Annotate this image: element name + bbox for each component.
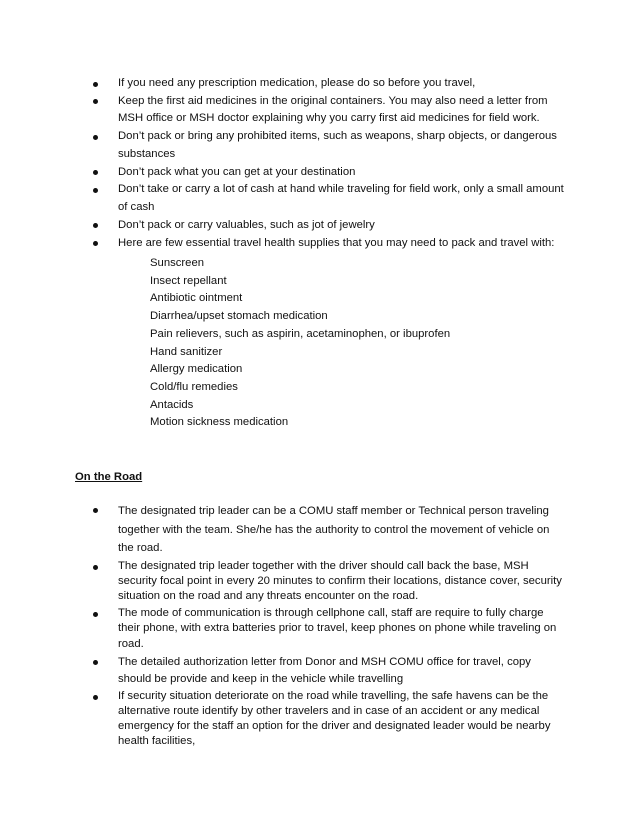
supply-item: Pain relievers, such as aspirin, acetaminophen, or ibuprofen	[150, 327, 451, 340]
list-item: Don’t pack or bring any prohibited items, such as weapons, sharp objects, or dangerous substances	[93, 128, 573, 163]
supply-item: Motion sickness medication	[150, 416, 289, 429]
list-item: Don’t take or carry a lot of cash at hand while traveling for field work, only a small amount of cash	[93, 181, 573, 216]
supply-item: Diarrhea/upset stomach medication	[150, 310, 328, 323]
health-supplies-list	[150, 255, 450, 432]
list-item: If security situation deteriorate on the road while travelling, the safe havens can be the alternative route identify by other travelers and in case of an accident or any medical emergency for the staff an option for the driver and designated leader would be nearby health facilities,	[93, 689, 563, 750]
supply-item: Hand sanitizer	[150, 345, 223, 358]
supply-item: Cold/flu remedies	[150, 380, 238, 393]
supply-item: Allergy medication	[150, 363, 243, 376]
supply-item: Insect repellant	[150, 274, 227, 287]
travel-tips-list	[93, 75, 573, 253]
list-item: Keep the first aid medicines in the original containers. You may also need a letter from MSH office or MSH doctor explaining why you carry first aid medicines for field work.	[93, 93, 573, 128]
list-item: The mode of communication is through cellphone call, staff are require to fully charge their phone, with extra batteries prior to travel, keep phones on phone while traveling on road.	[93, 606, 563, 652]
list-item: The designated trip leader can be a COMU staff member or Technical person traveling together with the team. She/he has the authority to control the movement of vehicle on the road.	[93, 502, 563, 558]
list-item: Don’t pack or carry valuables, such as jot of jewelry	[93, 217, 573, 234]
supply-item: Sunscreen	[150, 257, 205, 269]
on-the-road-list	[93, 502, 563, 752]
supply-item: Antibiotic ointment	[150, 292, 243, 305]
supply-item: Antacids	[150, 398, 194, 411]
list-item: Here are few essential travel health supplies that you may need to pack and travel with:	[93, 235, 573, 252]
section-heading: On the Road	[75, 471, 143, 483]
list-item: The designated trip leader together with the driver should call back the base, MSH security focal point in every 20 minutes to confirm their locations, distance cover, security situation on the road and any threats encounter on the road.	[93, 559, 563, 605]
list-item: The detailed authorization letter from Donor and MSH COMU office for travel, copy should be provide and keep in the vehicle while travelling	[93, 654, 563, 688]
list-item: Don’t pack what you can get at your destination	[93, 164, 573, 181]
list-item: If you need any prescription medication, please do so before you travel,	[93, 75, 573, 92]
